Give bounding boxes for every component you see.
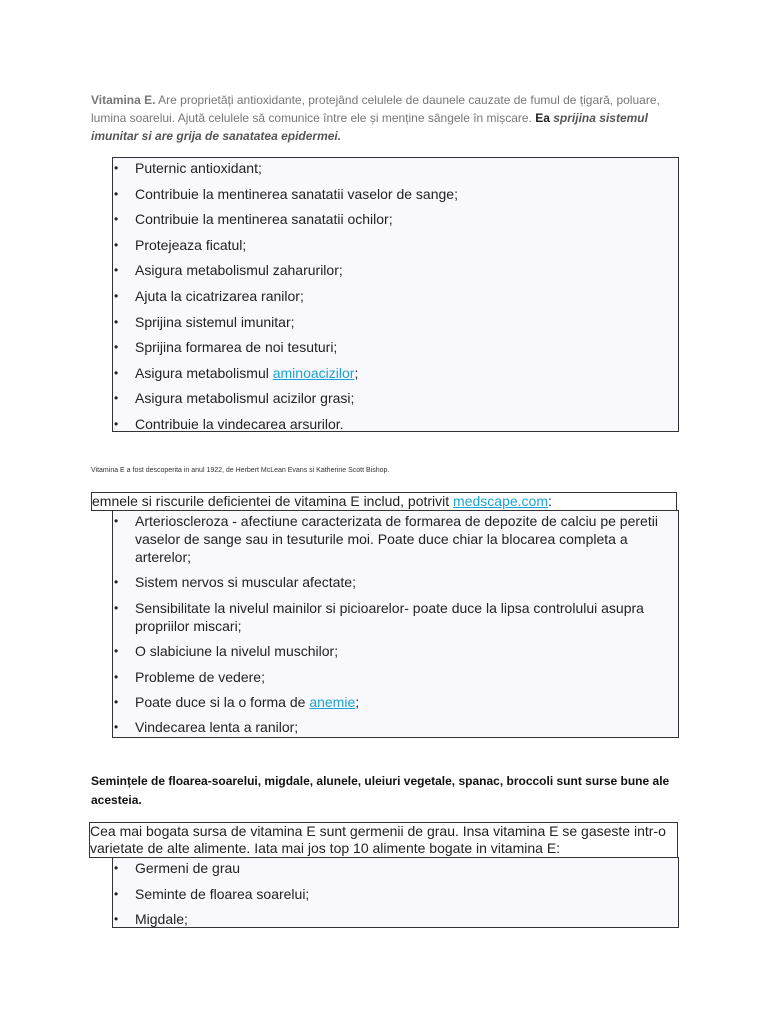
intro-text: Are proprietăți antioxidante, protejând celulele de daunele cauzate de fumul de țigară, poluare, lumina soarelui. Ajută celulele să comunice între ele și menține sângele în mișcare. [91, 93, 660, 125]
list-item [113, 210, 678, 228]
list-item [113, 338, 678, 356]
deficiency-list [113, 512, 678, 736]
bullet-glyph: • [114, 161, 119, 175]
list-item-link[interactable]: anemie [309, 693, 356, 710]
bullet-glyph: • [114, 340, 119, 355]
bullet-glyph: • [114, 694, 119, 709]
sources-box [112, 857, 679, 928]
bullet-glyph: • [114, 416, 119, 431]
bullet-glyph: • [114, 575, 119, 590]
list-item [113, 261, 678, 279]
list-item-text: Contribuie la mentinerea sanatatii ochilor; [135, 211, 393, 228]
list-item-text: Puternic antioxidant; [135, 160, 262, 176]
list-item-text: Poate duce si la o forma de [135, 693, 310, 710]
intro-paragraph [91, 91, 681, 145]
list-item-link[interactable]: aminoacizilor [272, 364, 355, 381]
bullet-glyph: • [114, 391, 119, 406]
list-item-text: Germeni de grau [135, 860, 241, 876]
benefits-box [112, 157, 679, 432]
bullet-glyph: • [114, 514, 119, 528]
bullet-glyph: • [114, 288, 119, 303]
bullet-glyph: • [114, 212, 119, 227]
list-item-suffix: ; [354, 364, 359, 381]
list-item-text: Seminte de floarea soarelui; [135, 885, 310, 902]
bullet-glyph: • [114, 669, 119, 684]
list-item-text: Vindecarea lenta a ranilor; [135, 719, 299, 736]
list-item [113, 642, 678, 660]
bullet-glyph: • [114, 186, 119, 201]
list-item-text: Arterioscleroza - afectiune caracterizata de formarea de depozite de calciu pe peretii vaselor de sange sau in tesuturile moi. Poate duce chiar la blocarea completa a arterelor; [135, 513, 658, 565]
deficiency-header-after: : [547, 493, 552, 509]
list-item [113, 364, 678, 382]
intro-emphasis: sprijina sistemul imunitar si are grija de sanatatea epidermei. [91, 111, 648, 143]
list-item-text: Ajuta la cicatrizarea ranilor; [135, 287, 304, 304]
bullet-glyph: • [114, 365, 119, 380]
list-item-text: Sensibilitate la nivelul mainilor si picioarelor- poate duce la lipsa controlului asupra propriilor miscari; [135, 599, 644, 634]
list-item [113, 313, 678, 331]
list-item [113, 159, 678, 177]
medscape-link[interactable]: medscape.com [453, 493, 548, 509]
bullet-glyph: • [114, 314, 119, 329]
list-item-text: Sprijina formarea de noi tesuturi; [135, 339, 338, 356]
list-item [113, 859, 678, 877]
bullet-glyph: • [114, 886, 119, 901]
list-item-suffix: ; [355, 693, 360, 710]
sources-header: Cea mai bogata sursa de vitamina E sunt germenii de grau. Insa vitamina E se gaseste intr-o varietate de alte alimente. Iata mai jos top 10 alimente bogate in vitamina E: [89, 822, 678, 858]
list-item [113, 236, 678, 254]
list-item-text: Probleme de vedere; [135, 668, 265, 685]
list-item-text: Migdale; [135, 911, 188, 927]
bullet-glyph: • [114, 600, 119, 615]
list-item-text: Asigura metabolismul zaharurilor; [135, 262, 343, 279]
bullet-glyph: • [114, 237, 119, 252]
intro-title: Vitamina E. [91, 93, 156, 107]
list-item [113, 668, 678, 686]
list-item [113, 185, 678, 203]
list-item-text: Sprijina sistemul imunitar; [135, 313, 295, 330]
seeds-paragraph: Semințele de floarea-soarelui, migdale, alunele, uleiuri vegetale, spanac, broccoli sunt surse bune ale acesteia. [91, 774, 670, 807]
list-item [113, 910, 678, 928]
list-item-text: Contribuie la mentinerea sanatatii vaselor de sange; [135, 185, 458, 202]
list-item-text: Sistem nervos si muscular afectate; [135, 574, 356, 591]
list-item [113, 415, 678, 433]
intro-ea: Ea [535, 111, 550, 125]
discovery-note: Vitamina E a fost descoperita in anul 1922, de Herbert McLean Evans si Katherine Scott Bishop. [91, 467, 390, 474]
deficiency-header [91, 492, 677, 511]
list-item-text: Contribuie la vindecarea arsurilor. [135, 415, 344, 432]
bullet-glyph: • [114, 861, 119, 875]
list-item-text: O slabiciune la nivelul muschilor; [135, 643, 339, 660]
bullet-glyph: • [114, 644, 119, 659]
bullet-glyph: • [114, 912, 119, 926]
list-item [113, 287, 678, 305]
list-item-text: Asigura metabolismul [135, 364, 273, 381]
list-item [113, 389, 678, 407]
list-item [113, 512, 678, 566]
bullet-glyph: • [114, 720, 119, 735]
benefits-list [113, 159, 678, 433]
list-item-text: Protejeaza ficatul; [135, 236, 247, 253]
list-item [113, 573, 678, 591]
list-item [113, 885, 678, 903]
deficiency-box [112, 510, 679, 738]
list-item [113, 599, 678, 635]
list-item-text: Asigura metabolismul acizilor grasi; [135, 390, 355, 407]
deficiency-header-text: emnele si riscurile deficientei de vitamina E includ, potrivit [92, 493, 454, 509]
list-item [113, 718, 678, 736]
list-item [113, 693, 678, 711]
bullet-glyph: • [114, 263, 119, 278]
sources-list [113, 859, 678, 928]
